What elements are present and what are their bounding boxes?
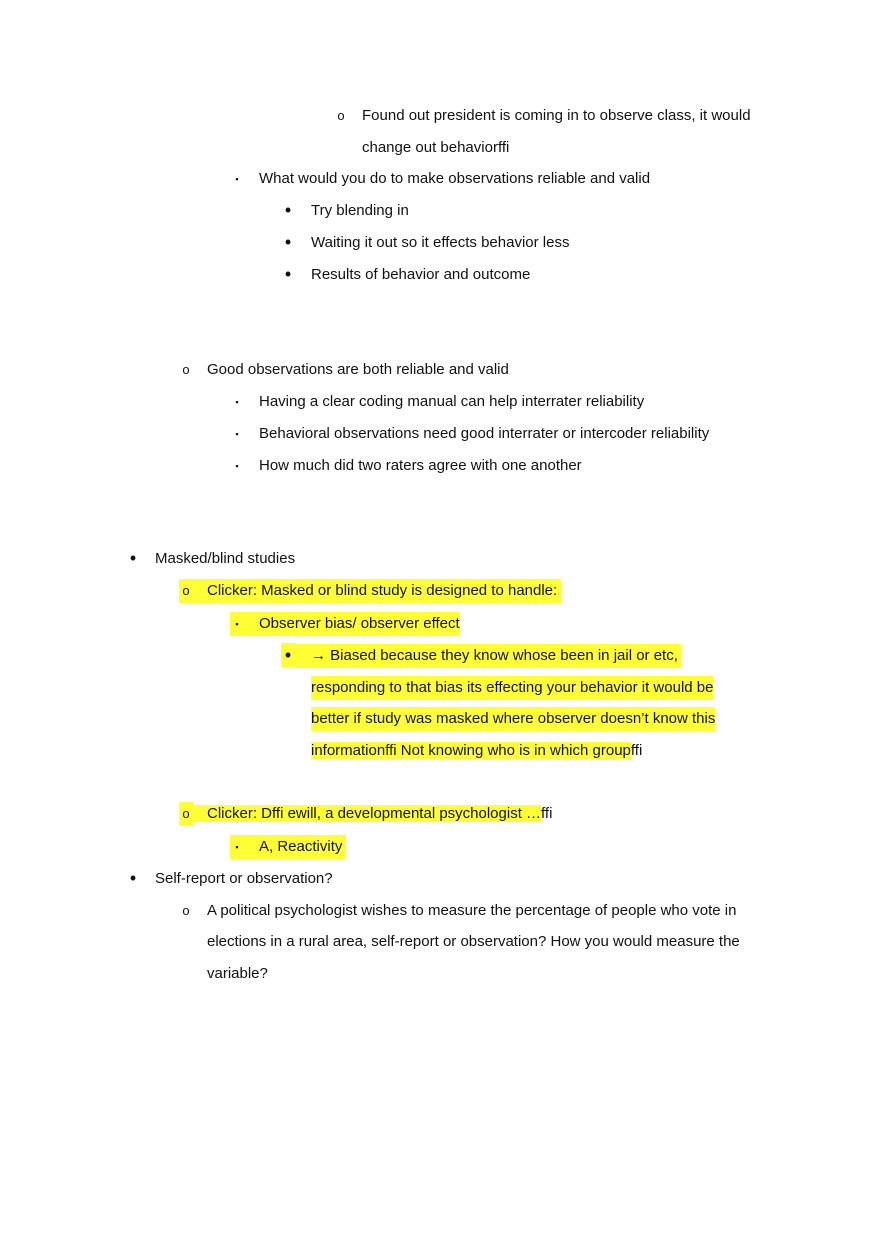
square-bullet-icon: ▪ (235, 429, 239, 439)
circle-bullet-icon: o (179, 802, 193, 826)
circle-bullet-icon: o (337, 108, 345, 123)
highlighted-line: A, Reactivity (244, 835, 346, 859)
note-line: A political psychologist wishes to measure the percentage of people who vote in (207, 902, 737, 919)
note-line: elections in a rural area, self-report or observation? How you would measure the (207, 933, 740, 950)
note-line: How much did two raters agree with one another (259, 457, 582, 474)
square-bullet-icon: ▪ (235, 174, 239, 184)
note-line: Found out president is coming in to observe class, it would (362, 107, 751, 124)
square-bullet-icon: ▪ (235, 461, 239, 471)
dot-bullet-icon: • (284, 232, 292, 252)
square-bullet-icon: ▪ (230, 835, 244, 859)
note-line (311, 739, 642, 763)
dot-bullet-icon: • (284, 200, 292, 220)
note-line: Self-report or observation? (155, 870, 333, 887)
note-line: variable? (207, 965, 268, 982)
circle-bullet-icon: o (182, 903, 190, 918)
dot-bullet-icon: • (284, 264, 292, 284)
note-line: Try blending in (311, 202, 409, 219)
highlighted-line: Observer bias/ observer effect (244, 612, 460, 636)
note-line: Masked/blind studies (155, 550, 296, 567)
plain-span: ffi (541, 805, 553, 822)
circle-bullet-icon: o (182, 362, 190, 377)
note-line (193, 802, 552, 826)
note-line: Waiting it out so it effects behavior less (311, 234, 570, 251)
highlighted-line: Clicker: Masked or blind study is designed to handle: (193, 579, 561, 603)
highlighted-line: responding to that bias its effecting your behavior it would be (311, 676, 713, 700)
dot-bullet-icon: • (281, 643, 295, 667)
square-bullet-icon: ▪ (235, 397, 239, 407)
highlighted-span: Clicker: Dffi ewill, a developmental psychologist … (193, 805, 541, 822)
note-line: Behavioral observations need good interrater or intercoder reliability (259, 425, 710, 442)
note-line: Results of behavior and outcome (311, 266, 531, 283)
plain-span: ffi (630, 742, 643, 759)
note-line: Having a clear coding manual can help interrater reliability (259, 393, 645, 410)
highlighted-line: → Biased because they know whose been in jail or etc, (295, 644, 681, 668)
circle-bullet-icon: o (179, 579, 193, 603)
note-line: What would you do to make observations reliable and valid (259, 170, 651, 187)
dot-bullet-icon: • (129, 548, 137, 568)
note-line: Good observations are both reliable and valid (207, 361, 509, 378)
note-line: change out behaviorffi (362, 139, 510, 156)
dot-bullet-icon: • (129, 868, 137, 888)
highlighted-span: informationffi Not knowing who is in which group (311, 742, 631, 759)
highlighted-line: better if study was masked where observer doesn’t know this (311, 707, 715, 731)
square-bullet-icon: ▪ (230, 612, 244, 636)
